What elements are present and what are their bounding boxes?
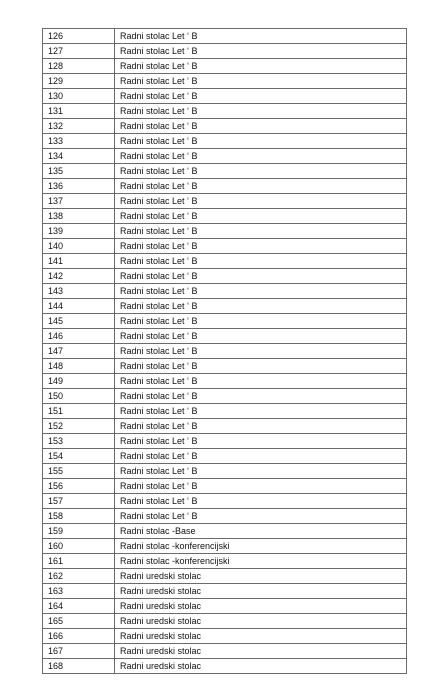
item-description-cell: Radni stolac Let ‘ B [115, 104, 407, 119]
table-row [43, 554, 407, 569]
item-description-cell: Radni stolac Let ‘ B [115, 299, 407, 314]
row-number-cell: 145 [43, 314, 115, 329]
row-number-cell: 136 [43, 179, 115, 194]
table-row [43, 209, 407, 224]
item-description-cell: Radni uredski stolac [115, 644, 407, 659]
item-description-cell: Radni stolac Let ‘ B [115, 239, 407, 254]
item-description-cell: Radni stolac Let ‘ B [115, 194, 407, 209]
row-number-cell: 140 [43, 239, 115, 254]
item-description-cell: Radni stolac Let ‘ B [115, 449, 407, 464]
table-row [43, 644, 407, 659]
row-number-cell: 137 [43, 194, 115, 209]
row-number-cell: 155 [43, 464, 115, 479]
row-number-cell: 134 [43, 149, 115, 164]
item-description-cell: Radni uredski stolac [115, 584, 407, 599]
table-row [43, 224, 407, 239]
row-number-cell: 146 [43, 329, 115, 344]
table-row [43, 149, 407, 164]
table-row [43, 419, 407, 434]
item-description-cell: Radni stolac Let ‘ B [115, 29, 407, 44]
item-description-cell: Radni uredski stolac [115, 599, 407, 614]
table-row [43, 299, 407, 314]
row-number-cell: 131 [43, 104, 115, 119]
item-description-cell: Radni stolac Let ‘ B [115, 464, 407, 479]
table-row [43, 449, 407, 464]
table-row [43, 59, 407, 74]
row-number-cell: 154 [43, 449, 115, 464]
item-description-cell: Radni stolac Let ‘ B [115, 134, 407, 149]
table-row [43, 104, 407, 119]
table-row [43, 494, 407, 509]
table-row [43, 239, 407, 254]
item-description-cell: Radni uredski stolac [115, 659, 407, 674]
item-description-cell: Radni uredski stolac [115, 629, 407, 644]
item-description-cell: Radni stolac Let ‘ B [115, 164, 407, 179]
row-number-cell: 128 [43, 59, 115, 74]
row-number-cell: 159 [43, 524, 115, 539]
row-number-cell: 163 [43, 584, 115, 599]
table-row [43, 89, 407, 104]
item-description-cell: Radni stolac Let ‘ B [115, 89, 407, 104]
item-description-cell: Radni stolac Let ‘ B [115, 149, 407, 164]
item-description-cell: Radni stolac -konferencijski [115, 554, 407, 569]
table-row [43, 659, 407, 674]
item-description-cell: Radni stolac Let ‘ B [115, 284, 407, 299]
row-number-cell: 165 [43, 614, 115, 629]
row-number-cell: 148 [43, 359, 115, 374]
item-description-cell: Radni stolac Let ‘ B [115, 119, 407, 134]
item-description-cell: Radni stolac Let ‘ B [115, 509, 407, 524]
table-row [43, 314, 407, 329]
item-description-cell: Radni stolac Let ‘ B [115, 434, 407, 449]
item-description-cell: Radni uredski stolac [115, 614, 407, 629]
item-description-cell: Radni stolac Let ‘ B [115, 419, 407, 434]
row-number-cell: 126 [43, 29, 115, 44]
item-description-cell: Radni stolac Let ‘ B [115, 389, 407, 404]
item-description-cell: Radni stolac Let ‘ B [115, 314, 407, 329]
item-description-cell: Radni stolac Let ‘ B [115, 59, 407, 74]
item-description-cell: Radni stolac Let ‘ B [115, 359, 407, 374]
row-number-cell: 144 [43, 299, 115, 314]
item-description-cell: Radni stolac Let ‘ B [115, 329, 407, 344]
row-number-cell: 129 [43, 74, 115, 89]
row-number-cell: 151 [43, 404, 115, 419]
row-number-cell: 139 [43, 224, 115, 239]
row-number-cell: 158 [43, 509, 115, 524]
item-description-cell: Radni stolac Let ‘ B [115, 494, 407, 509]
table-row [43, 479, 407, 494]
row-number-cell: 161 [43, 554, 115, 569]
table-row [43, 179, 407, 194]
table-row [43, 569, 407, 584]
table-row [43, 44, 407, 59]
row-number-cell: 168 [43, 659, 115, 674]
table-row [43, 389, 407, 404]
row-number-cell: 167 [43, 644, 115, 659]
row-number-cell: 132 [43, 119, 115, 134]
row-number-cell: 127 [43, 44, 115, 59]
row-number-cell: 164 [43, 599, 115, 614]
inventory-table-body [43, 29, 407, 674]
item-description-cell: Radni stolac Let ‘ B [115, 44, 407, 59]
row-number-cell: 156 [43, 479, 115, 494]
table-row [43, 119, 407, 134]
row-number-cell: 152 [43, 419, 115, 434]
item-description-cell: Radni stolac Let ‘ B [115, 344, 407, 359]
table-row [43, 359, 407, 374]
table-row [43, 329, 407, 344]
table-row [43, 194, 407, 209]
item-description-cell: Radni stolac Let ‘ B [115, 479, 407, 494]
row-number-cell: 133 [43, 134, 115, 149]
table-row [43, 509, 407, 524]
row-number-cell: 138 [43, 209, 115, 224]
row-number-cell: 160 [43, 539, 115, 554]
table-row [43, 614, 407, 629]
item-description-cell: Radni stolac Let ‘ B [115, 269, 407, 284]
table-row [43, 539, 407, 554]
item-description-cell: Radni stolac Let ‘ B [115, 74, 407, 89]
table-row [43, 254, 407, 269]
item-description-cell: Radni stolac -konferencijski [115, 539, 407, 554]
row-number-cell: 142 [43, 269, 115, 284]
table-row [43, 434, 407, 449]
row-number-cell: 147 [43, 344, 115, 359]
item-description-cell: Radni stolac Let ‘ B [115, 224, 407, 239]
row-number-cell: 157 [43, 494, 115, 509]
table-row [43, 599, 407, 614]
table-row [43, 284, 407, 299]
item-description-cell: Radni stolac Let ‘ B [115, 179, 407, 194]
row-number-cell: 135 [43, 164, 115, 179]
table-row [43, 164, 407, 179]
table-row [43, 464, 407, 479]
table-row [43, 524, 407, 539]
inventory-table [42, 28, 407, 674]
table-row [43, 404, 407, 419]
row-number-cell: 149 [43, 374, 115, 389]
item-description-cell: Radni stolac -Base [115, 524, 407, 539]
row-number-cell: 143 [43, 284, 115, 299]
item-description-cell: Radni stolac Let ‘ B [115, 209, 407, 224]
row-number-cell: 150 [43, 389, 115, 404]
table-row [43, 134, 407, 149]
row-number-cell: 130 [43, 89, 115, 104]
row-number-cell: 153 [43, 434, 115, 449]
table-row [43, 269, 407, 284]
item-description-cell: Radni stolac Let ‘ B [115, 404, 407, 419]
table-row [43, 584, 407, 599]
table-row [43, 629, 407, 644]
table-row [43, 29, 407, 44]
table-row [43, 374, 407, 389]
table-row [43, 74, 407, 89]
item-description-cell: Radni stolac Let ‘ B [115, 254, 407, 269]
item-description-cell: Radni uredski stolac [115, 569, 407, 584]
row-number-cell: 162 [43, 569, 115, 584]
item-description-cell: Radni stolac Let ‘ B [115, 374, 407, 389]
row-number-cell: 166 [43, 629, 115, 644]
table-row [43, 344, 407, 359]
row-number-cell: 141 [43, 254, 115, 269]
